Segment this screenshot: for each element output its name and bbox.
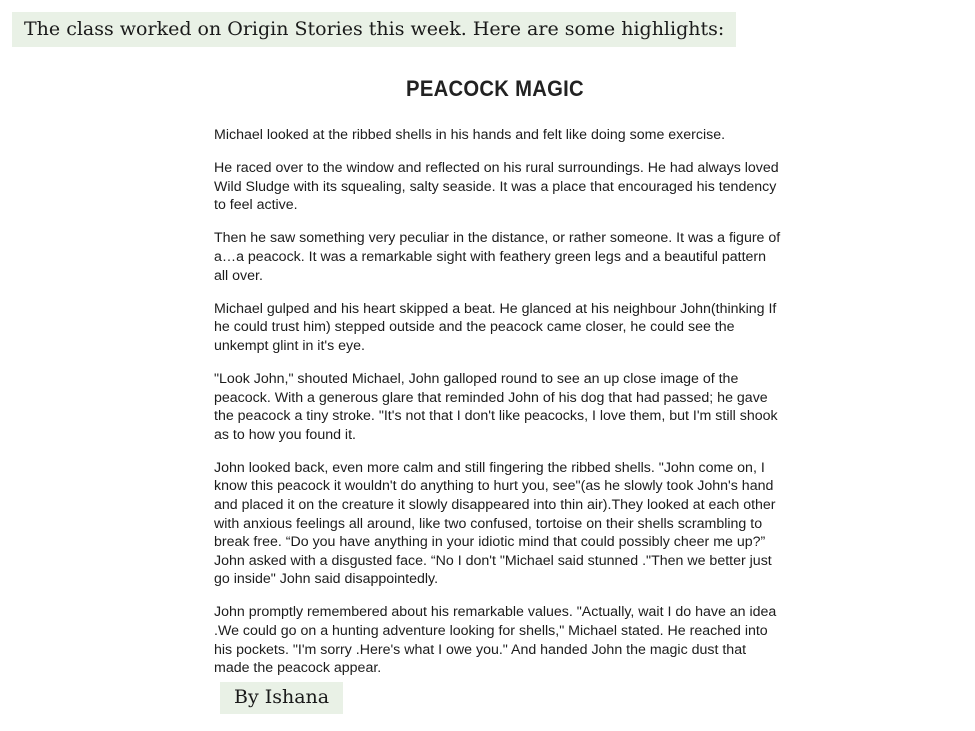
story-paragraph-1: Michael looked at the ribbed shells in his hands and felt like doing some exercise. — [214, 127, 726, 143]
story-paragraph-4: Michael gulped and his heart skipped a beat. He glanced at his neighbour John(thinking If he could trust him) stepped outside and the peacock came closer, he could see the unkempt glint in it's eye. — [214, 300, 777, 354]
story-title: PEACOCK MAGIC — [406, 76, 584, 101]
story-paragraph-3: Then he saw something very peculiar in the distance, or rather someone. It was a figure of a…a peacock. It was a remarkable sight with feathery green legs and a beautiful pattern all over. — [214, 230, 781, 284]
intro-banner: The class worked on Origin Stories this week. Here are some highlights: — [12, 12, 736, 47]
story-page — [196, 60, 794, 682]
story-paragraph-7: John promptly remembered about his remarkable values. "Actually, wait I do have an idea .We could go on a hunting adventure looking for shells," Michael stated. He reached into his pockets. "I'm sorry .Here's what I owe you." And handed John the magic dust that made the peacock appear. — [214, 604, 777, 677]
author-byline: By Ishana — [220, 682, 343, 714]
story-body — [214, 126, 784, 692]
story-paragraph-5: "Look John," shouted Michael, John galloped round to see an up close image of the peacock. With a generous glare that reminded John of his dog that had passed; he gave the peacock a tiny stroke. "It's not that I don't like peacocks, I love them, but I'm still shook as to how you found it. — [214, 370, 778, 443]
story-paragraph-2: He raced over to the window and reflected on his rural surroundings. He had always loved Wild Sludge with its squealing, salty seaside. It was a place that encouraged his tendency to feel active. — [214, 160, 779, 214]
story-paragraph-6: John looked back, even more calm and still fingering the ribbed shells. "John come on, I know this peacock it wouldn't do anything to hurt you, see"(as he slowly took John's hand and placed it on the creature it slowly disappeared into thin air).They looked at each other with anxious feelings all around, like two confused, tortoise on their shells scrambling to break free. “Do you have anything in your idiotic mind that could possibly cheer me up?” John asked with a disgusted face. “No I don't "Michael said stunned ."Then we better just go inside" John said disappointedly. — [214, 459, 776, 588]
